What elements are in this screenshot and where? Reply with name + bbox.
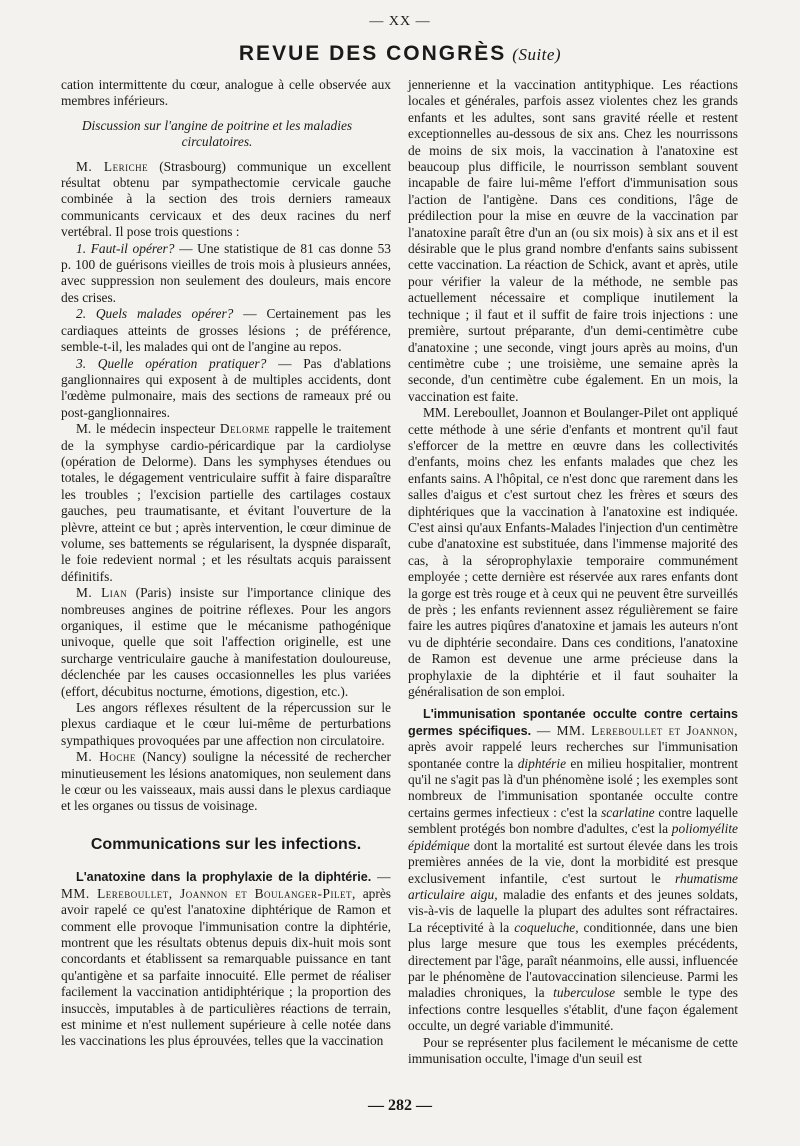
section-heading-infections: Communications sur les infections. [90,835,362,853]
paragraph-anatoxine [61,869,391,1049]
leriche-text: (Strasbourg) communique un excellent résultat obtenu par sympathectomie cervicale gauche combinée à la section des trois derniers rameaux communicants cervicaux et des deux racines du nerf vertébral. Il pose trois questions : [61,158,391,240]
term-scarlatine: scarlatine [601,804,655,820]
author-lian: M. Lian [76,585,128,601]
immun-text-e: maladie des enfants et des jeunes soldats, vis-à-vis de laquelle la plupart des adultes sont réfractaires. La réceptivité à la [408,886,738,935]
hoche-text: (Nancy) souligne la nécessité de rechercher minutieusement les lésions anatomiques, non seulement dans le cœur ou les vaisseaux, mais aussi dans le plexus cardiaque et les organes ou tissus de voisinage. [61,749,391,814]
paragraph-seuil: Pour se représenter plus facilement le mécanisme de cette immunisation occulte, l'image d'un seuil est [408,1034,738,1066]
running-head [0,42,800,66]
paragraph-angors: Les angors réflexes résultent de la répercussion sur le plexus cardiaque et le cœur lui-même de perturbations sympathiques provoquées par une affection non circulatoire. [61,700,391,748]
paragraph-vaccination: jennerienne et la vaccination antityphique. Les réactions locales et générales, parfois assez violentes chez les grands enfants et les adultes, sont sans gravité réelle et restent exceptionnelles au-dessous de six ans. Chez les nourrissons de moins de six mois, la vaccination à l'anatoxine est beaucoup plus difficile, le nourrisson semblant souvent incapable de faire lui-même l'effort d'immunisation sous l'action de l'antigène. Dans ces conditions, l'âge de prédilection pour la mise en œuvre de la vaccination par l'anatoxine paraît être d'un an (ou six mois) à six ans et il est désirable que le plus grand nombre d'enfants sains subissent cette vaccination. La réaction de Schick, avant et après, utile pour vérifier la valeur de la méthode, ne semble pas actuellement nécessaire et complique inutilement la technique ; il faut et il suffit de faire trois injections : une première, surtout préparante, d'un demi-centimètre cube d'anatoxine ; une seconde, vingt jours après au moins, d'un centimètre cube ; une troisième, une semaine après la seconde, d'un centimètre cube également. En un mois, la vaccination est faite. [408,77,738,404]
term-diphterie: diphtérie [517,755,567,771]
question-2 [61,306,391,355]
paragraph-hoche [61,749,391,815]
suite-label: (Suite) [512,45,562,64]
term-tuberculose: tuberculose [553,985,616,1001]
left-column [61,77,391,1050]
paragraph-methode: MM. Lereboullet, Joannon et Boulanger-Pilet ont appliqué cette méthode à une série d'enfants et montrent qu'il faut s'efforcer de la mettre en œuvre dans les collectivités d'enfants, moins chez les enfants malades que chez les enfants sains. A l'hôpital, ce n'est donc que rarement dans les salles d'aigus et c'est surtout chez les frères et sœurs des diphtériques que la vaccination à l'anatoxine est indiquée. C'est ainsi qu'aux Enfants-Malades l'injection d'un centimètre cube d'anatoxine est substituée, dans l'immense majorité des cas, à la séroprophylaxie temporaire communément employée ; cette dernière est réservée aux rares enfants dont la gorge est très rouge et à ceux qui ne peuvent être surveillés de près ; les enfants reviennent assez régulièrement se faire faire les autres piqûres d'anatoxine et jamais les auteurs n'ont vu de diphtérie secondaire. Dans ces conditions, l'anatoxine de Ramon est devenue une arme précieuse dans la prophylaxie de la diphtérie et il faut souhaiter la généralisation de son emploi. [408,405,738,700]
paragraph-lian [61,585,391,700]
paragraph-leriche [61,159,391,241]
paragraph-delorme [61,421,391,585]
anatoxine-heading: L'anatoxine dans la prophylaxie de la diphtérie. [76,870,372,885]
question-2-text: — Certainement pas les cardiaques atteints de grosses lésions ; de préférence, semble-t-il, les malades qui ont de l'angine au repos. [61,306,391,355]
immunisation-authors: — MM. Lereboullet et Joannon, [531,722,738,738]
question-1-text: — Une statistique de 81 cas donne 53 p. 100 de guérisons vieilles de trois mois à plusieurs années, avec suppression non seulement des douleurs, mais encore des crises. [61,240,392,305]
paragraph-immunisation [408,706,738,1034]
question-3-text: — Pas d'ablations ganglionnaires qui exposent à de multiples accidents, dont l'œdème pulmonaire, mais des sections de rameaux pré ou post-ganglionnaires. [61,355,391,420]
question-3-label: 3. Quelle opération pratiquer? [76,355,267,371]
roman-folio: — XX — [369,14,431,29]
delorme-text: rappelle le traitement de la symphyse cardio-péricardique par la cardiolyse (opération de Delorme). Dans les symphyses étendues ou totales, le dégagement ventriculaire suffit à faire disparaître les troubles ; l'excision partielle des cartilages costaux gauches, peu traumatisante, et évitant l'ouverture de la plèvre, atteint ce but ; après intervention, le cœur diminue de volume, ses battements se régularisent, la dyspnée disparaît, le foie redevient normal ; et les résultats acquis paraissent définitifs. [61,421,392,584]
immun-text-f: conditionnée, dans une bien plus large mesure que tous les exemples précédents, directement par l'âge, paraît néanmoins, elle aussi, influencée par le phénomène de l'autovaccination silencieuse. Parmi les maladies chroniques, la [408,919,738,1001]
discussion-subheading: Discussion sur l'angine de poitrine et les maladies circulatoires. [81,117,353,150]
immun-text-d: dont la mortalité est surtout élevée dans les trois premières années de la vie, dont la morbidité est presque exclusivement infantile, c'est surtout le [408,837,738,886]
question-1 [61,241,391,307]
anatoxine-text: après avoir rapelé ce qu'est l'anatoxine diphtérique de Ramon et comment elle provoque l'immunisation contre la diphtérie, montrent que les résultats obtenus depuis dix-huit mois sont concordants et établissent sa remarquable puissance en tant qu'antigène et sa parfaite innocuité. Elle permet de réaliser facilement la vaccination antidiphtérique ; la proportion des insuccès, imputables à de particulières réactions de terrain, est minime et n'est nullement supérieure à celle notée dans les vaccinations les plus éprouvées, telles que la vaccination [61,885,391,1049]
journal-section-title: REVUE DES CONGRÈS [238,42,507,65]
delorme-prefix: M. le médecin inspecteur [76,421,220,437]
author-delorme: Delorme [219,421,271,437]
term-poliomyelite: poliomyélite épidémique [408,821,738,853]
immun-text-a: après avoir rappelé leurs recherches sur l'immunisation spontanée contre la [408,739,738,771]
author-hoche: M. Hoche [76,749,136,765]
term-rhumatisme: rhumatisme articulaire aigu, [408,870,738,902]
question-1-label: 1. Faut-il opérer? [76,240,175,256]
immun-text-c: contre laquelle semblent protégés bon nombre d'adultes, c'est la [408,804,738,837]
anatoxine-authors: — MM. Lereboullet, Joannon et Boulanger-Pilet, [61,869,391,901]
page-number: — 282 — [368,1097,432,1114]
right-column [408,77,738,1067]
question-2-label: 2. Quels malades opérer? [76,306,234,322]
immun-text-g: semble le type des infections contre lesquelles s'établit, d'une façon également occulte, un degré variable d'immunité. [408,985,738,1034]
immunisation-heading: L'immunisation spontanée occulte contre certains germes spécifiques. [408,707,738,738]
author-leriche: M. Leriche [76,158,149,174]
question-3 [61,356,391,422]
lian-text: (Paris) insiste sur l'importance clinique des nombreuses angines de poitrine réflexes. Pour les angors organiques, il estime que le mécanisme pathogénique univoque, quelle que soit l'affection originelle, est une surcharge ventriculaire gauche à manifestation douloureuse, déclenchée par les causes occasionnelles les plus variées (effort, décubitus nocturne, émotions, digestion, etc.). [61,585,391,699]
immun-text-b: en milieu hospitalier, montrent qu'il ne s'agit pas là d'un phénomène isolé ; les exemples sont nombreux de l'immunisation spontanée occulte contre certains germes infectieux : c'est la [408,755,738,820]
paragraph-continued: cation intermittente du cœur, analogue à celle observée aux membres inférieurs. [61,77,391,109]
term-coqueluche: coqueluche, [514,919,579,935]
